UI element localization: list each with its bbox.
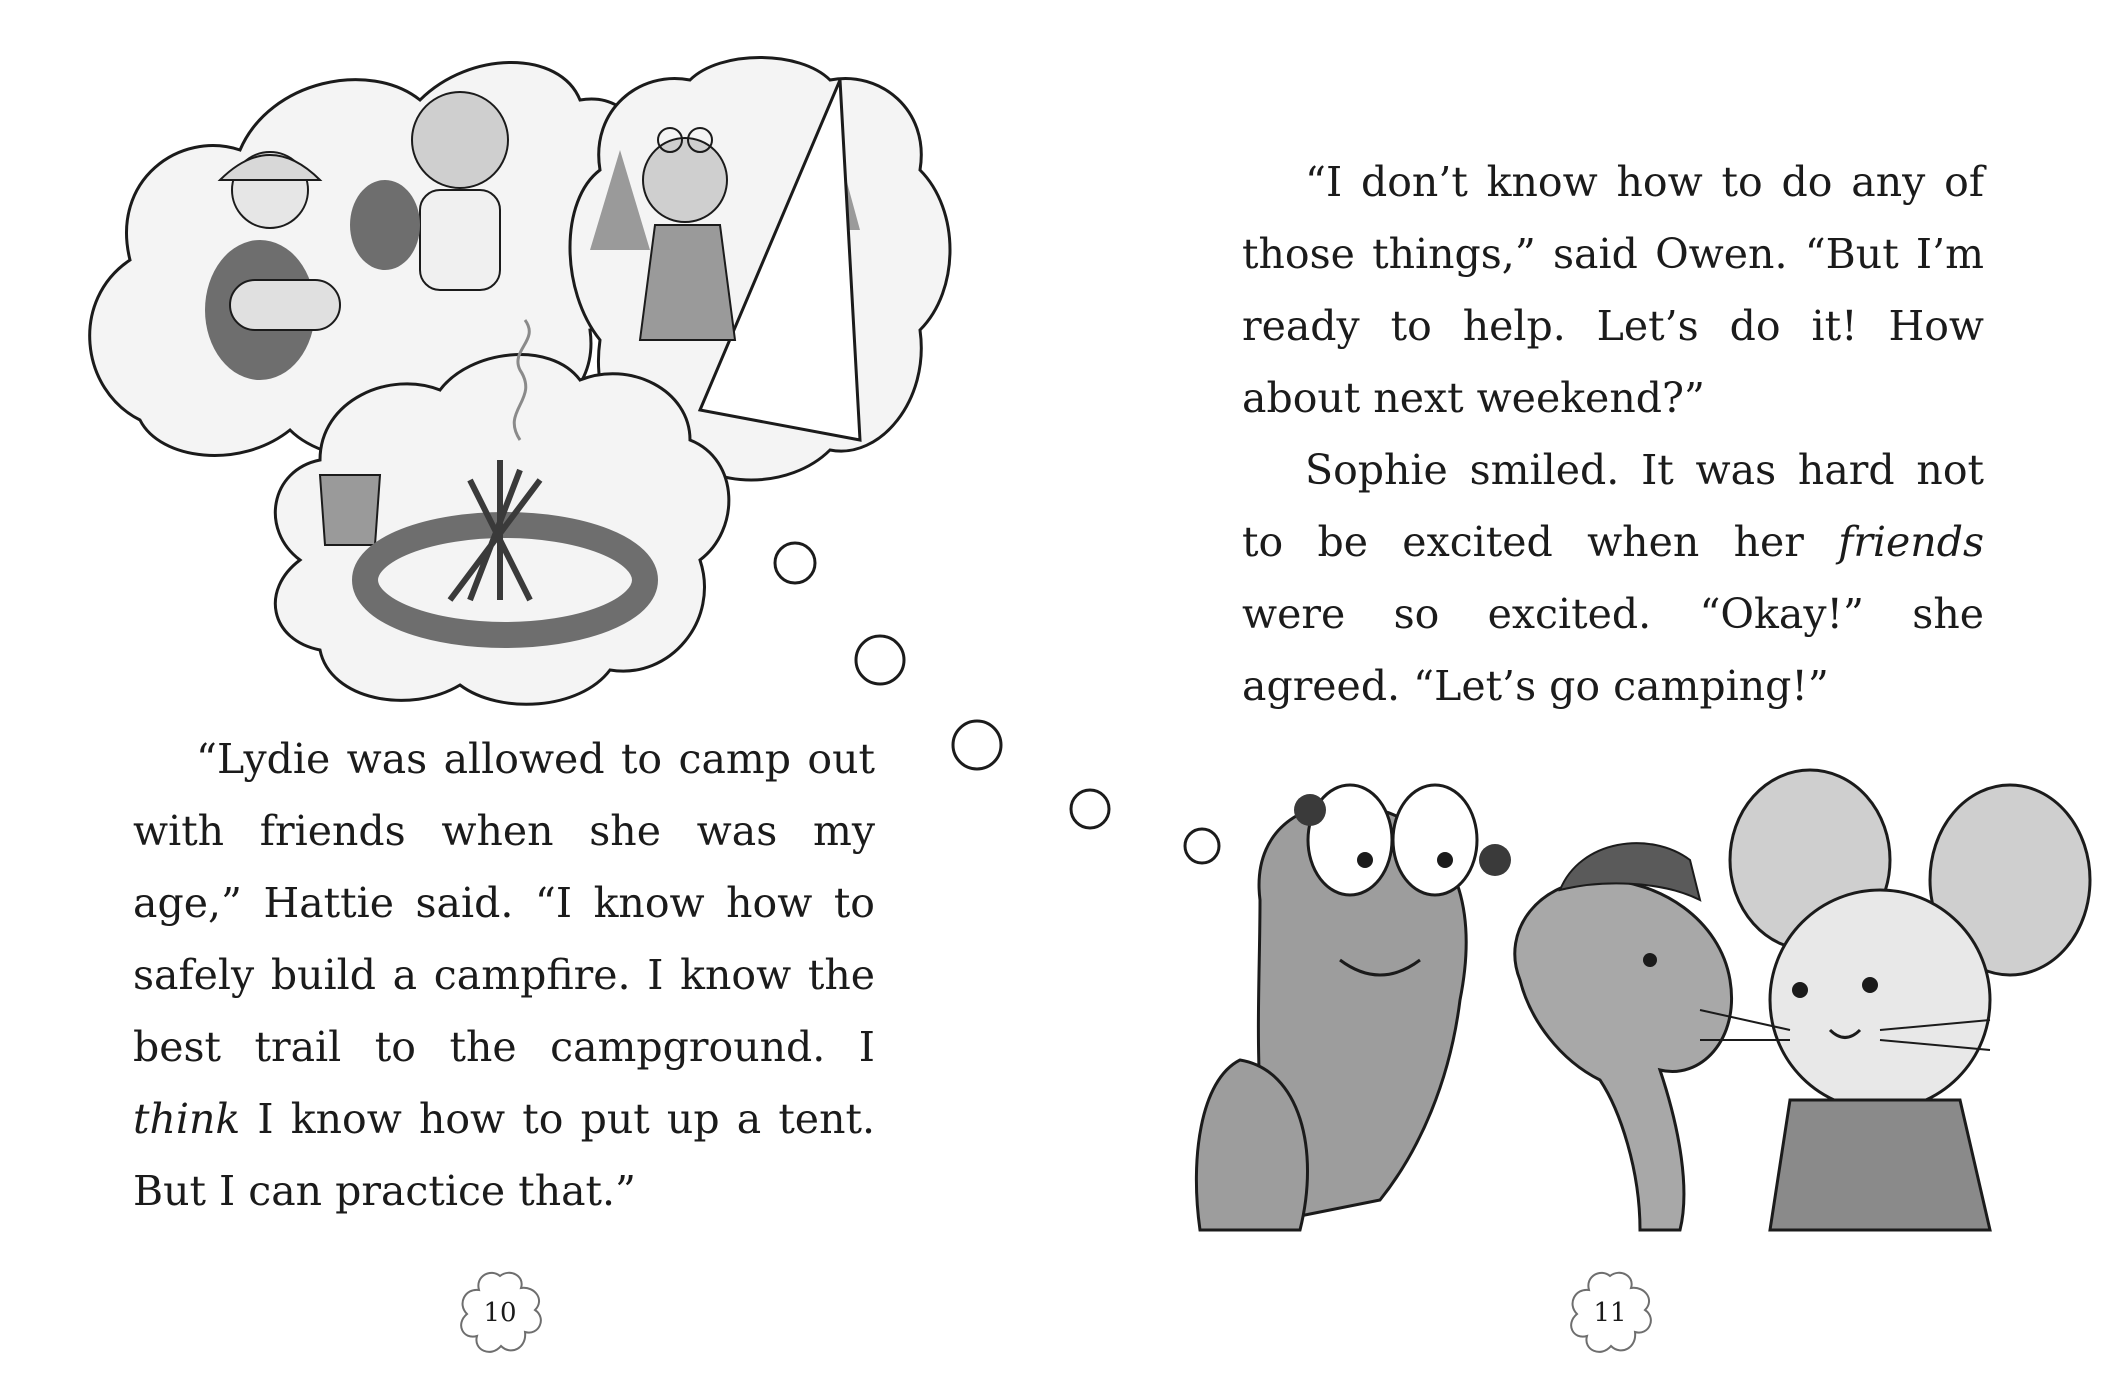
emphasized-word: think [133, 1095, 241, 1143]
page-number-badge [1565, 1268, 1655, 1358]
paragraph [1242, 146, 1984, 434]
paragraph-text: Sophie smiled. It was hard not to be excited when her [1242, 446, 1984, 566]
paragraph [1242, 434, 1984, 722]
paragraph-text: “I don’t know how to do any of those things,” said Owen. “But I’m ready to help. Let’s do it! How about next weekend?” [1242, 158, 1984, 422]
page-number-badge [455, 1268, 545, 1358]
page-number: 10 [483, 1298, 517, 1328]
paragraph-text: I know how to put up a tent. But I can practice that.” [133, 1095, 875, 1215]
right-page-text [1242, 146, 1984, 722]
emphasized-word: friends [1838, 518, 1984, 566]
paragraph-text: “Lydie was allowed to camp out with friends when she was my age,” Hattie said. “I know how to safely build a campfire. I know the best trail to the campground. I [133, 735, 875, 1071]
paragraph [133, 723, 875, 1227]
left-page [0, 0, 1052, 1400]
paragraph-text: were so excited. “Okay!” she agreed. “Let’s go camping!” [1242, 590, 1984, 710]
left-page-text [133, 723, 875, 1227]
page-number: 11 [1593, 1298, 1627, 1328]
